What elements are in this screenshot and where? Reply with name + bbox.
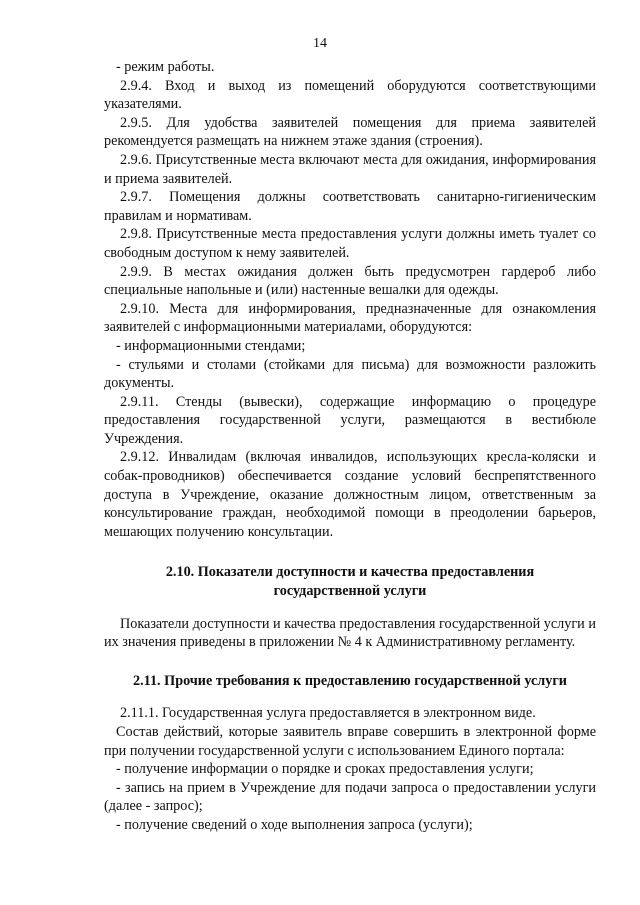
paragraph-2-10: Показатели доступности и качества предоставления государственной услуги и их значения приведены в приложении № 4 к Административному регламенту. <box>104 615 596 651</box>
paragraph: - режим работы. <box>116 59 215 75</box>
paragraph-2-9-12: 2.9.12. Инвалидам (включая инвалидов, использующих кресла-коляски и собак-проводников) обеспечивается создание условий беспрепятственного доступа в Учреждение, оказание должностным лицом, ответственным за консультирование граждан, необходимой помощи в преодолении барьеров, мешающих получению консультации. <box>104 449 596 540</box>
paragraph-2-9-7: 2.9.7. Помещения должны соответствовать санитарно-гигиеническим правилам и нормативам. <box>104 189 596 224</box>
list-item: - стульями и столами (стойками для письма) для возможности разложить документы. <box>104 356 596 392</box>
paragraph-2-9-10: 2.9.10. Места для информирования, предназначенные для ознакомления заявителей с информационными материалами, оборудуются: <box>104 300 596 336</box>
list-item: - получение информации о порядке и сроках предоставления услуги; <box>116 761 534 778</box>
section-heading-2-11: 2.11. Прочие требования к предоставлению государственной услуги <box>133 672 567 689</box>
paragraph: Состав действий, которые заявитель вправе совершить в электронной форме при получении государственной услуги с использованием Единого портала: <box>104 724 596 759</box>
paragraph-2-9-4: 2.9.4. Вход и выход из помещений оборудуются соответствующими указателями. <box>104 77 596 113</box>
paragraph-2-9-8: 2.9.8. Присутственные места предоставления услуги должны иметь туалет со свободным доступом к нему заявителей. <box>104 226 596 261</box>
page-content <box>104 58 596 835</box>
paragraph-2-9-5: 2.9.5. Для удобства заявителей помещения для приема заявителей рекомендуется размещать на нижнем этаже здания (строения). <box>104 114 596 150</box>
list-item: - информационными стендами; <box>116 337 306 354</box>
section-heading-2-10-line2: государственной услуги <box>273 583 427 600</box>
paragraph-2-11-1: 2.11.1. Государственная услуга предоставляется в электронном виде. <box>120 705 536 722</box>
paragraph-2-9-9: 2.9.9. В местах ожидания должен быть предусмотрен гардероб либо специальные напольные и (или) настенные вешалки для одежды. <box>104 263 596 299</box>
paragraph-2-9-11: 2.9.11. Стенды (вывески), содержащие информацию о процедуре предоставления государственной услуги, размещаются в вестибюле Учреждения. <box>104 393 596 447</box>
page-number: 14 <box>313 36 327 51</box>
section-heading-2-10-line1: 2.10. Показатели доступности и качества предоставления <box>165 564 535 581</box>
section-heading-2-10 <box>104 563 596 600</box>
list-item: - получение сведений о ходе выполнения запроса (услуги); <box>116 816 473 833</box>
list-item: - запись на прием в Учреждение для подачи запроса о предоставлении услуги (далее - запрос); <box>104 779 596 815</box>
paragraph-2-9-6: 2.9.6. Присутственные места включают места для ожидания, информирования и приема заявителей. <box>104 151 596 187</box>
